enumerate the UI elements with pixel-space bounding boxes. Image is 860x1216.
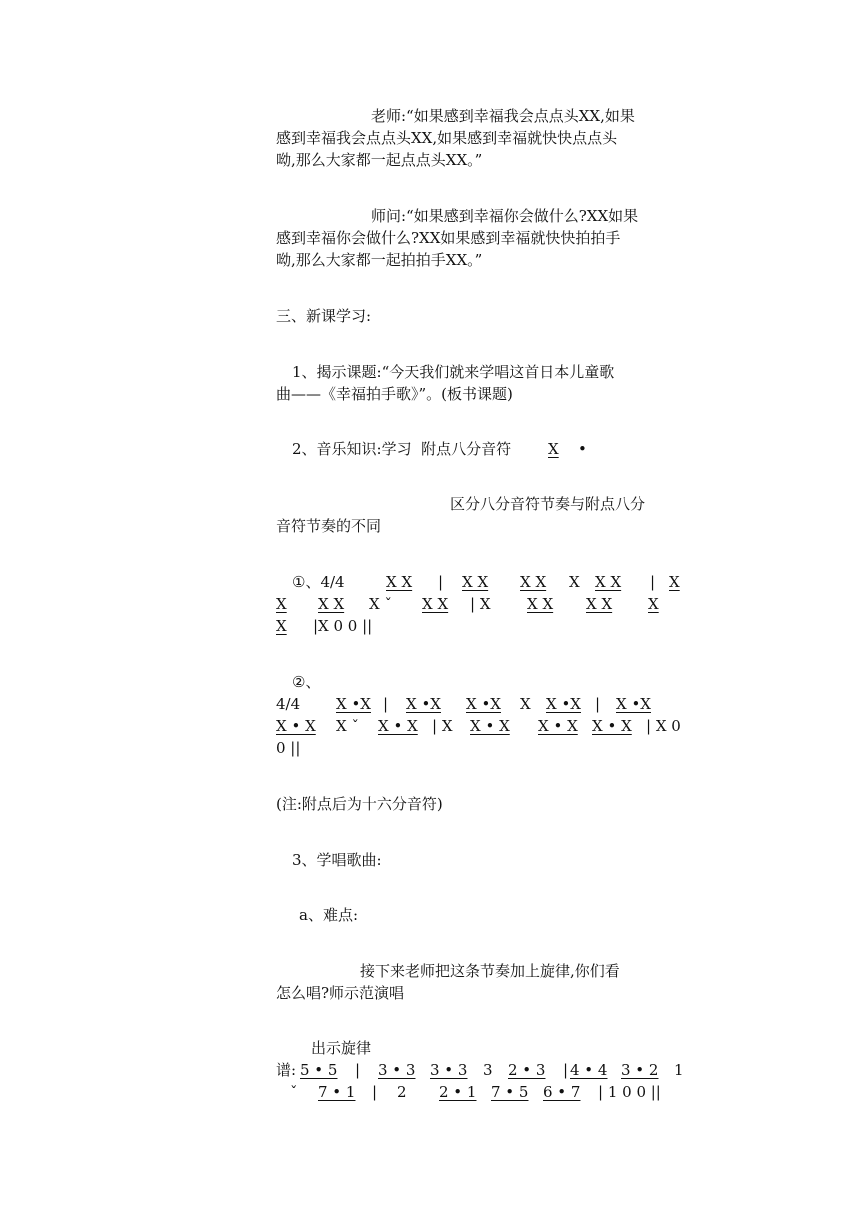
item-a-heading: a、难点:	[299, 906, 358, 924]
rhythm2-row2	[0, 715, 860, 737]
rhythm-token: X • X	[276, 717, 316, 735]
para1-line1: 老师:“如果感到幸福我会点点头XX,如果	[371, 107, 635, 125]
item2-row	[0, 438, 860, 460]
rhythm-token: X • X	[470, 717, 510, 735]
bar-line: |	[563, 1061, 569, 1079]
rhythm-token: X X	[586, 595, 613, 613]
bar-line: |	[355, 1061, 361, 1079]
para1-line3: 呦,那么大家都一起点点头XX。”	[276, 151, 483, 169]
rhythm-token: X •X	[466, 695, 501, 713]
rhythm-token: X •X	[546, 695, 581, 713]
melody-token: 3 • 3	[378, 1061, 416, 1079]
rhythm1-row1	[0, 571, 860, 593]
rhythm-token: | X	[432, 717, 453, 735]
rhythm-token: X X	[318, 595, 345, 613]
melody-token: 3 • 2	[621, 1061, 659, 1079]
teacher-demo-line2: 怎么唱?师示范演唱	[276, 984, 405, 1002]
bar-line: |	[650, 573, 656, 591]
rhythm-token: X • X	[378, 717, 418, 735]
dot-symbol: •	[578, 440, 587, 458]
compare-line1: 区分八分音符节奏与附点八分	[450, 495, 646, 513]
rhythm-token: X X	[462, 573, 489, 591]
melody-token: 谱:	[276, 1061, 297, 1079]
rhythm2-row3	[0, 737, 860, 759]
melody-token: 5 • 5	[300, 1061, 338, 1079]
compare-line2: 音符节奏的不同	[276, 517, 382, 535]
item3-heading: 3、学唱歌曲:	[292, 851, 382, 869]
melody-token: 6 • 7	[543, 1083, 581, 1101]
rhythm-token: X	[569, 573, 580, 591]
item1-line2: 曲——《幸福拍手歌》”。(板书课题)	[276, 385, 513, 403]
melody-token: 2 • 1	[439, 1083, 477, 1101]
para2-line2: 感到幸福你会做什么?XX如果感到幸福就快快拍拍手	[276, 229, 621, 247]
rhythm-token: X •X	[336, 695, 371, 713]
melody-token: 2 • 3	[508, 1061, 546, 1079]
melody-row1	[0, 1059, 860, 1081]
melody-label: 出示旋律	[311, 1039, 372, 1057]
dotted-note-remark: (注:附点后为十六分音符)	[276, 795, 443, 813]
rhythm-token: X X	[595, 573, 622, 591]
melody-token: 7 • 5	[491, 1083, 529, 1101]
rhythm-token: X X	[422, 595, 449, 613]
rhythm-token: X X	[386, 573, 413, 591]
rhythm2-row1	[0, 693, 860, 715]
bar-line: |	[372, 1083, 378, 1101]
bar-line: |	[595, 695, 601, 713]
para2-line1: 师问:“如果感到幸福你会做什么?XX如果	[371, 207, 639, 225]
para1-line2: 感到幸福我会点点头XX,如果感到幸福就快快点点头	[276, 129, 618, 147]
melody-token: | 1 0 0 ||	[598, 1083, 661, 1101]
melody-row2	[0, 1081, 860, 1103]
rhythm1-row2	[0, 593, 860, 615]
rhythm-token: |X 0 0 ||	[313, 617, 373, 635]
melody-token: ˇ	[290, 1083, 298, 1101]
rhythm-token: X • X	[592, 717, 632, 735]
rhythm-token: | X 0	[646, 717, 681, 735]
item2-text: 2、音乐知识:学习 附点八分音符	[292, 440, 512, 458]
rhythm-token: X ˇ	[369, 595, 392, 613]
teacher-demo-line1: 接下来老师把这条节奏加上旋律,你们看	[360, 962, 620, 980]
melody-token: 1	[674, 1061, 684, 1079]
rhythm-token: X	[276, 595, 287, 613]
rhythm-token: X	[276, 617, 287, 635]
rhythm-token: X X	[520, 573, 547, 591]
melody-token: 4 • 4	[570, 1061, 608, 1079]
rhythm-token: ①、4/4	[292, 573, 345, 591]
rhythm-token: X	[520, 695, 531, 713]
melody-token: 2	[397, 1083, 407, 1101]
rhythm-token: X	[669, 573, 680, 591]
melody-token: 7 • 1	[318, 1083, 356, 1101]
rhythm-token: X • X	[538, 717, 578, 735]
rhythm-token: X ˇ	[336, 717, 359, 735]
rhythm-token: 4/4	[276, 695, 301, 713]
item1-line1: 1、揭示课题:“今天我们就来学唱这首日本儿童歌	[292, 363, 615, 381]
rhythm-token: X •X	[616, 695, 651, 713]
section-heading: 三、新课学习:	[276, 307, 372, 325]
rhythm2-label: ②、	[292, 673, 321, 691]
rhythm-token: X •X	[406, 695, 441, 713]
melody-token: 3 • 3	[430, 1061, 468, 1079]
rhythm1-row3	[0, 615, 860, 637]
rhythm-token: X X	[527, 595, 554, 613]
bar-line: |	[383, 695, 389, 713]
para2-line3: 呦,那么大家都一起拍拍手XX。”	[276, 251, 483, 269]
rhythm-token: | X	[470, 595, 491, 613]
melody-token: 3	[483, 1061, 493, 1079]
rhythm-token: 0 ||	[276, 739, 301, 757]
bar-line: |	[438, 573, 444, 591]
dotted-eighth-note: X	[548, 440, 559, 458]
rhythm-token: X	[648, 595, 659, 613]
